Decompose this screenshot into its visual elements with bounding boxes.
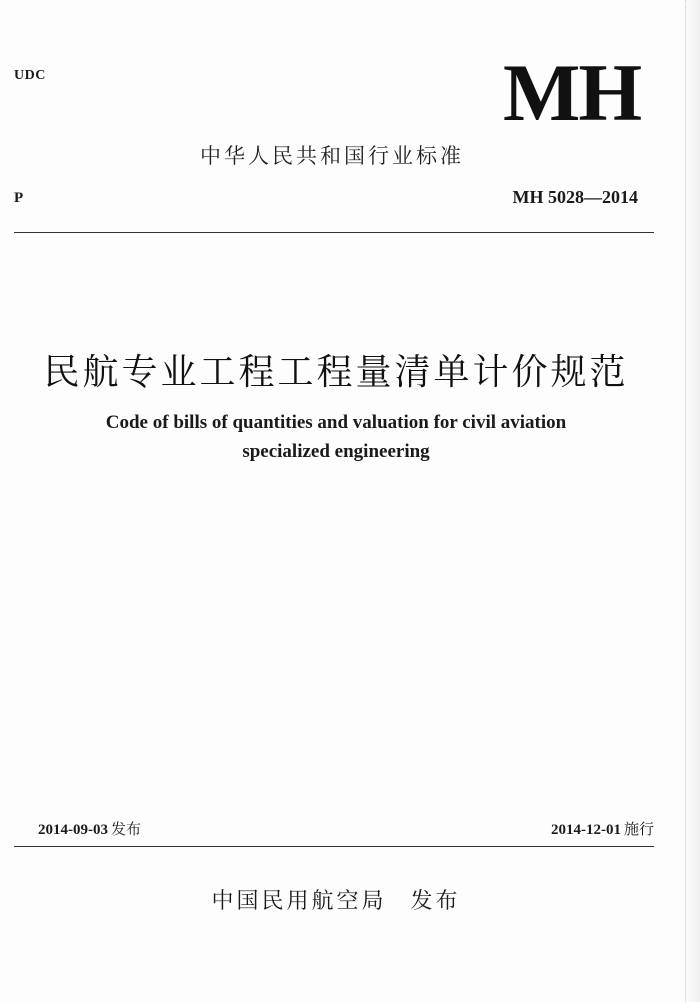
issue-date-block bbox=[38, 818, 141, 839]
publisher-line bbox=[0, 884, 672, 915]
standard-type-heading: 中华人民共和国行业标准 bbox=[200, 144, 464, 168]
mh-logo: MH bbox=[503, 47, 641, 138]
english-title-line-2: specialized engineering bbox=[242, 441, 430, 462]
issue-label: 发布 bbox=[111, 820, 142, 838]
chinese-title: 民航专业工程工程量清单计价规范 bbox=[43, 352, 629, 393]
bottom-divider bbox=[14, 846, 654, 847]
standard-number: MH 5028—2014 bbox=[512, 187, 638, 207]
issue-date: 2014-09-03 bbox=[38, 822, 108, 838]
udc-label: UDC bbox=[14, 68, 46, 83]
english-title-line-1: Code of bills of quantities and valuation for civil aviation bbox=[105, 412, 567, 433]
category-code: P bbox=[14, 190, 24, 206]
publisher-action: 发布 bbox=[410, 889, 461, 914]
english-title bbox=[0, 408, 672, 466]
publisher-name: 中国民用航空局 bbox=[211, 889, 387, 914]
effective-label: 施行 bbox=[623, 820, 654, 838]
effective-date-block bbox=[551, 818, 654, 839]
top-divider bbox=[14, 232, 654, 233]
effective-date: 2014-12-01 bbox=[550, 822, 621, 838]
page-edge-strip bbox=[685, 0, 700, 1002]
